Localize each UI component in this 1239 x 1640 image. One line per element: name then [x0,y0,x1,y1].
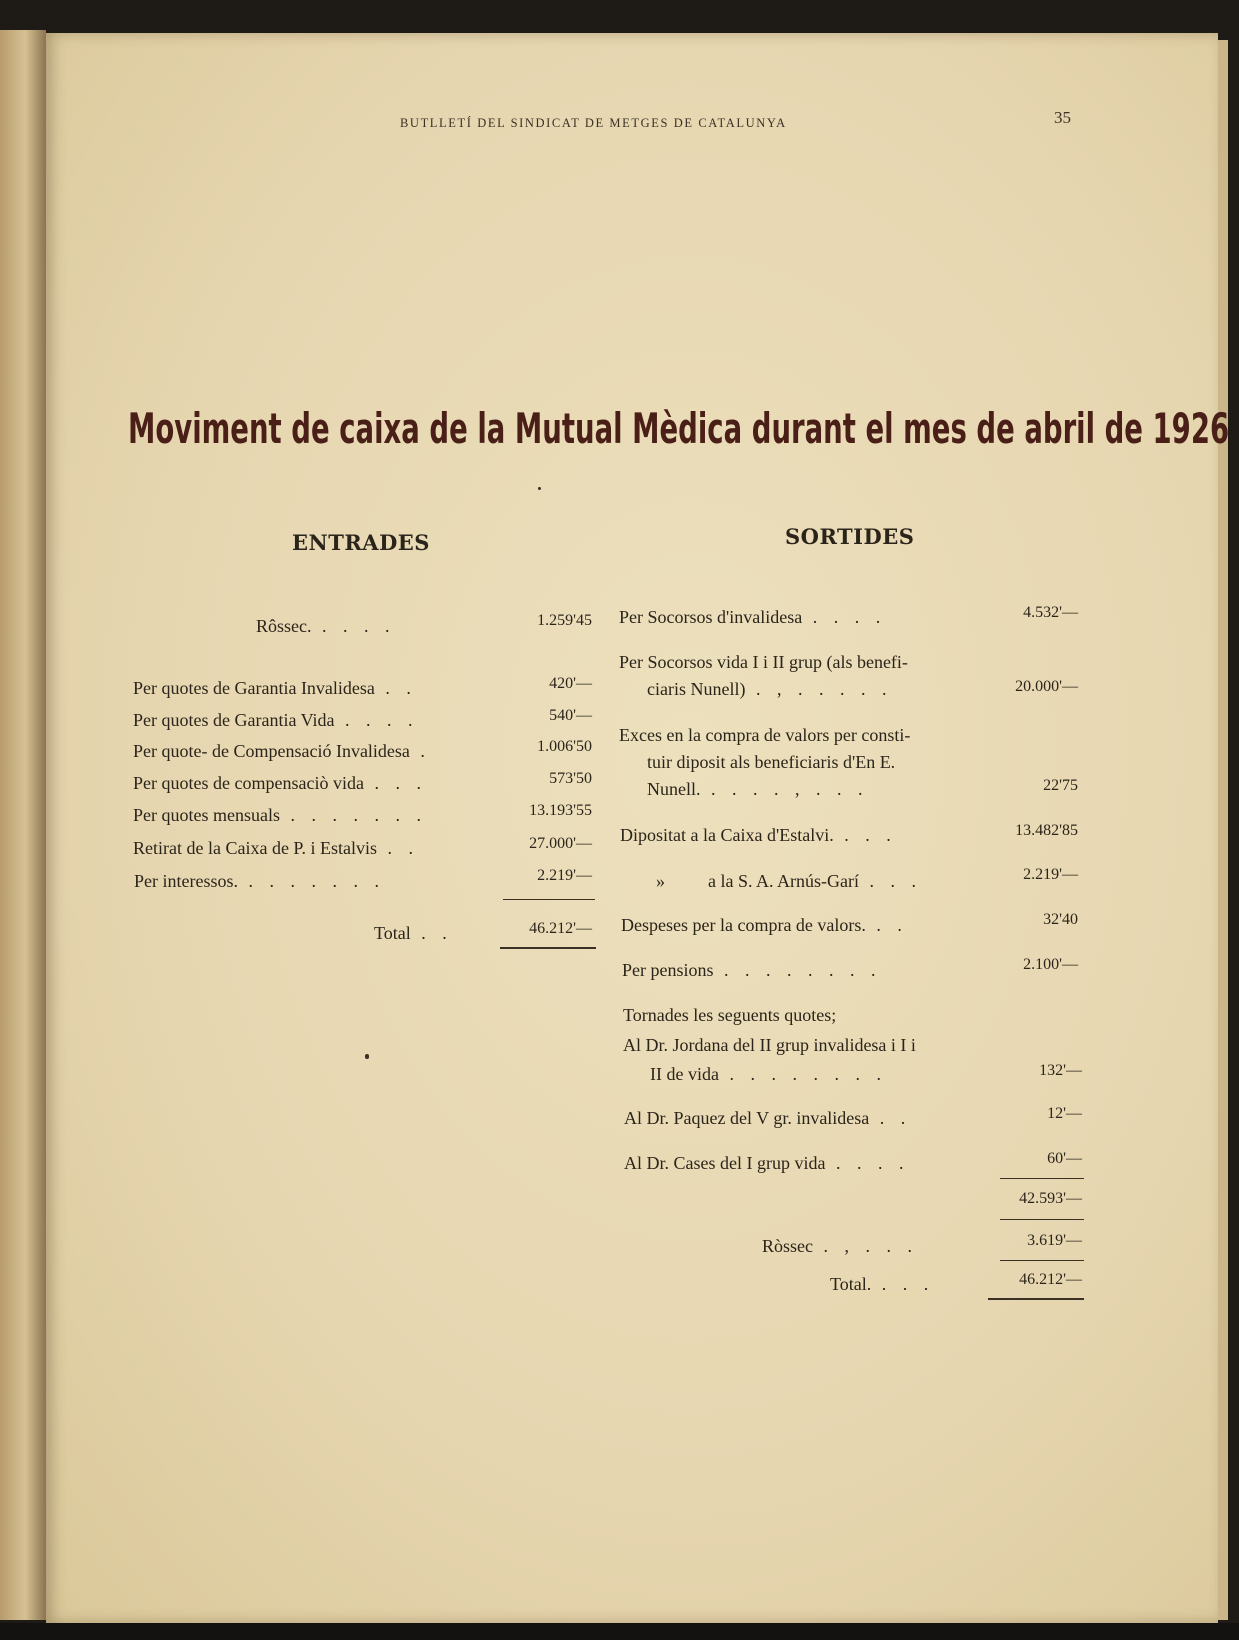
tornades-item-amount: 60'— [1047,1150,1082,1167]
sortides-item-line: Exces en la compra de valors per consti- [619,725,911,745]
entrades-total-label: Total . . [374,923,453,943]
entrades-item: Per quotes mensuals . . . . . . . [133,805,427,825]
sortides-subtotal-rule [1000,1178,1084,1179]
entrades-item: Per quotes de Garantia Vida . . . . [133,710,419,730]
sortides-item-amount: 20.000'— [1015,678,1078,695]
sortides-subtotal: 42.593'— [1019,1190,1082,1207]
sortides-rossec-rule [1000,1260,1084,1261]
entrades-item-amount: 13.193'55 [529,802,592,819]
sortides-item-line: ciaris Nunell) . , . . . . . [647,679,893,699]
entrades-subtotal-rule [503,899,595,900]
sortides-item-amount: 2.100'— [1023,956,1078,973]
sortides-total-rule [988,1298,1084,1300]
page-number: 35 [1054,108,1071,127]
sortides-item: Dipositat a la Caixa d'Estalvi. . . . [620,825,897,845]
sortides-item-ditto: » [656,871,665,891]
entrades-item-amount: 573'50 [549,770,592,787]
sortides-total-amount: 46.212'— [1019,1271,1082,1288]
page-edge [1218,40,1228,1620]
sortides-rossec-label: Ròssec . , . . . [762,1236,918,1256]
entrades-item: Per quotes de compensaciò vida . . . [133,773,427,793]
sortides-rossec-amount: 3.619'— [1027,1232,1082,1249]
sortides-item-amount: 32'40 [1043,911,1078,928]
entrades-rossec-amount: 1.259'45 [537,612,592,629]
entrades-item-amount: 2.219'— [537,867,592,884]
sortides-item: Despeses per la compra de valors. . . [621,915,908,935]
tornades-item-line: II de vida . . . . . . . . [650,1064,887,1084]
tornades-item: Al Dr. Paquez del V gr. invalidesa . . [624,1108,912,1128]
running-head: BUTLLETÍ DEL SINDICAT DE METGES DE CATALUNYA [400,116,787,130]
sortides-total-label: Total. . . . [830,1274,935,1294]
tornades-heading: Tornades les seguents quotes; [623,1005,837,1025]
sortides-item: a la S. A. Arnús-Garí . . . [708,871,922,891]
ink-speck [538,487,541,490]
sortides-item-line: tuir diposit als beneficiaris d'En E. [647,752,896,772]
entrades-item-amount: 1.006'50 [537,738,592,755]
entrades-total-amount: 46.212'— [529,920,592,937]
sortides-item: Per Socorsos d'invalidesa . . . . [619,607,887,627]
sortides-subtotal-rule [1000,1219,1084,1220]
sortides-item-amount: 2.219'— [1023,866,1078,883]
entrades-total-rule [500,947,596,949]
sortides-item: Per pensions . . . . . . . . [622,960,882,980]
page-title: Moviment de caixa de la Mutual Mèdica durant el mes de abril de 1926 [128,404,1230,453]
entrades-item: Retirat de la Caixa de P. i Estalvis . . [133,838,419,858]
entrades-item: Per quote- de Compensació Invalidesa . [133,741,431,761]
entrades-item-amount: 27.000'— [529,835,592,852]
sortides-item-line: Nunell. . . . . , . . . [647,779,869,799]
entrades-item-amount: 420'— [549,675,592,692]
sortides-heading: SORTIDES [785,524,915,549]
sortides-item-amount: 4.532'— [1023,604,1078,621]
sortides-item-amount: 13.482'85 [1015,822,1078,839]
ink-speck [365,1054,369,1059]
entrades-item-amount: 540'— [549,707,592,724]
entrades-heading: ENTRADES [292,530,430,555]
scan-border [0,1623,1239,1640]
sortides-item-line: Per Socorsos vida I i II grup (als benefi- [619,652,908,672]
entrades-item: Per interessos. . . . . . . . [134,871,385,891]
tornades-item-amount: 132'— [1039,1062,1082,1079]
sortides-item-amount: 22'75 [1043,777,1078,794]
entrades-rossec-label: Rôssec. . . . . [256,616,396,636]
tornades-item: Al Dr. Cases del I grup vida . . . . [624,1153,910,1173]
facing-page-edge [0,30,46,1620]
tornades-item-line: Al Dr. Jordana del II grup invalidesa i I i [623,1035,916,1055]
entrades-item: Per quotes de Garantia Invalidesa . . [133,678,417,698]
tornades-item-amount: 12'— [1047,1105,1082,1122]
